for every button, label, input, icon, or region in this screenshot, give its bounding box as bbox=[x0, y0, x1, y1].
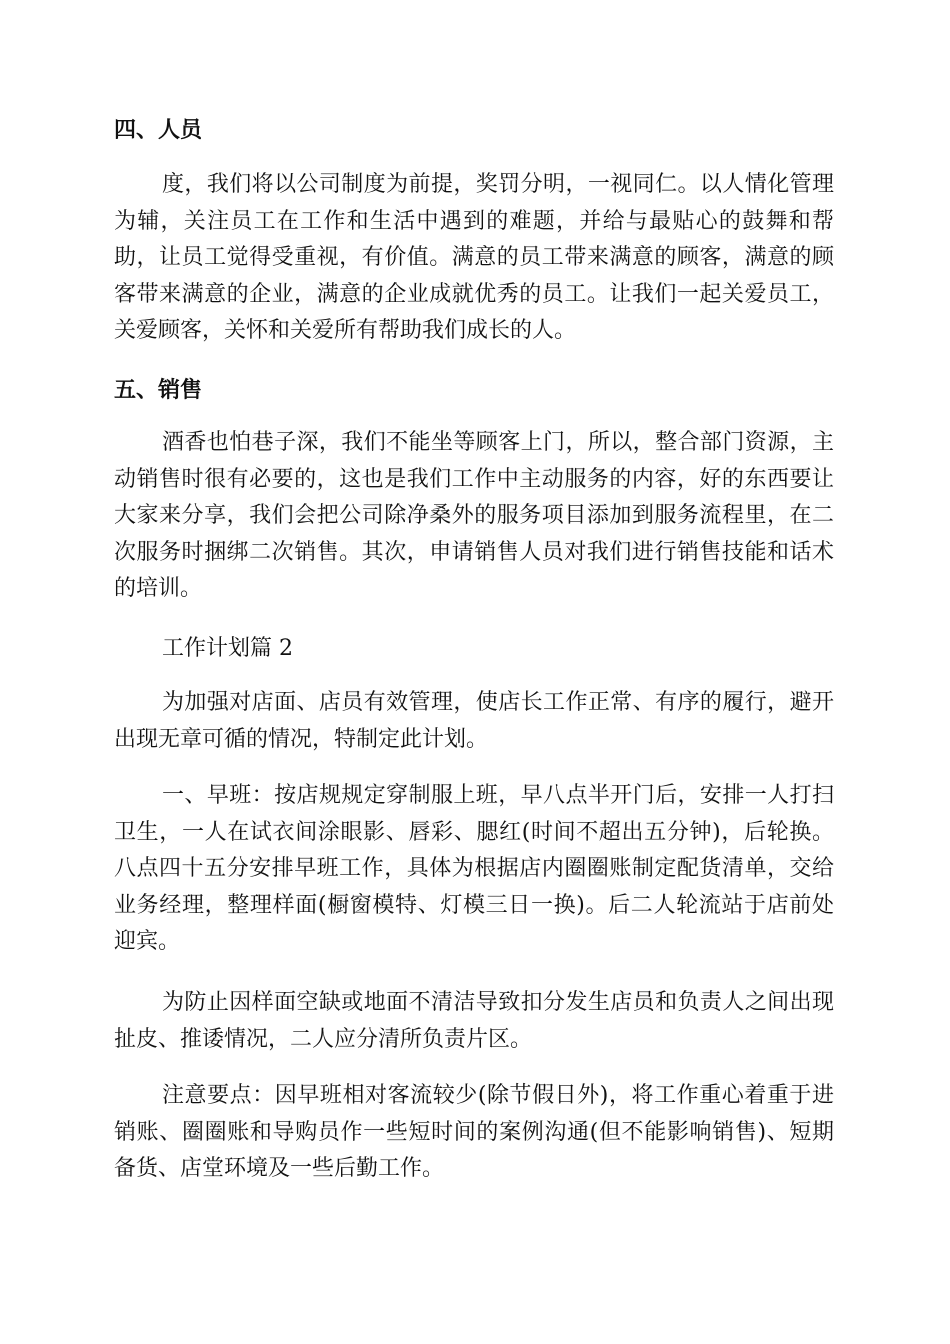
text-line: 动销售时很有必要的，这也是我们工作中主动服务的内容，好的东西要让 bbox=[114, 466, 834, 492]
text-line: 助，让员工觉得受重视，有价值。满意的员工带来满意的顾客，满意的顾 bbox=[114, 245, 834, 270]
text-line: 为加强对店面、店员有效管理，使店长工作正常、有序的履行，避开 bbox=[162, 690, 834, 715]
paragraph-prevention bbox=[114, 985, 834, 1058]
text-line: 酒香也怕巷子深，我们不能坐等顾客上门，所以，整合部门资源，主 bbox=[162, 430, 834, 455]
text-line: 出现无章可循的情况，特制定此计划。 bbox=[114, 726, 489, 752]
text-line: 销账、圈圈账和导购员作一些短时间的案例沟通(但不能影响销售)、短期 bbox=[114, 1119, 834, 1145]
text-line: 八点四十五分安排早班工作，具体为根据店内圈圈账制定配货清单，交给 bbox=[114, 856, 834, 881]
text-line: 业务经理，整理样面(橱窗模特、灯模三日一换)。后二人轮流站于店前处 bbox=[114, 892, 834, 918]
text-line: 度，我们将以公司制度为前提，奖罚分明，一视同仁。以人情化管理 bbox=[162, 172, 834, 197]
text-line: 客带来满意的企业，满意的企业成就优秀的员工。让我们一起关爱员工， bbox=[114, 281, 834, 307]
text-line: 为防止因样面空缺或地面不清洁导致扣分发生店员和负责人之间出现 bbox=[162, 990, 834, 1015]
text-line: 一、早班：按店规规定穿制服上班，早八点半开门后，安排一人打扫 bbox=[162, 783, 834, 808]
paragraph-intro bbox=[114, 685, 834, 758]
text-line: 为辅，关注员工在工作和生活中遇到的难题，并给与最贴心的鼓舞和帮 bbox=[114, 208, 834, 234]
text-line: 大家来分享，我们会把公司除净桑外的服务项目添加到服务流程里，在二 bbox=[114, 503, 834, 528]
text-line: 扯皮、推诿情况，二人应分清所负责片区。 bbox=[114, 1026, 533, 1052]
text-line: 次服务时捆绑二次销售。其次，申请销售人员对我们进行销售技能和话术 bbox=[114, 539, 834, 565]
plan-title bbox=[114, 631, 834, 668]
paragraph-notes bbox=[114, 1078, 834, 1188]
section-heading-sales: 五、销售 bbox=[114, 378, 203, 403]
text-line: 迎宾。 bbox=[114, 929, 181, 954]
section-heading-personnel: 四、人员 bbox=[114, 118, 203, 143]
text-line: 的培训。 bbox=[114, 576, 203, 601]
plan-title-text: 工作计划篇 2 bbox=[162, 636, 293, 661]
paragraph-early-shift bbox=[114, 778, 834, 961]
text-line: 关爱顾客，关怀和关爱所有帮助我们成长的人。 bbox=[114, 318, 577, 343]
text-line: 注意要点：因早班相对客流较少(除节假日外)，将工作重心着重于进 bbox=[162, 1083, 834, 1108]
text-line: 备货、店堂环境及一些后勤工作。 bbox=[114, 1156, 445, 1181]
paragraph-personnel bbox=[114, 167, 834, 350]
text-line: 卫生，一人在试衣间涂眼影、唇彩、腮红(时间不超出五分钟)，后轮换。 bbox=[114, 819, 834, 845]
paragraph-sales bbox=[114, 425, 834, 608]
